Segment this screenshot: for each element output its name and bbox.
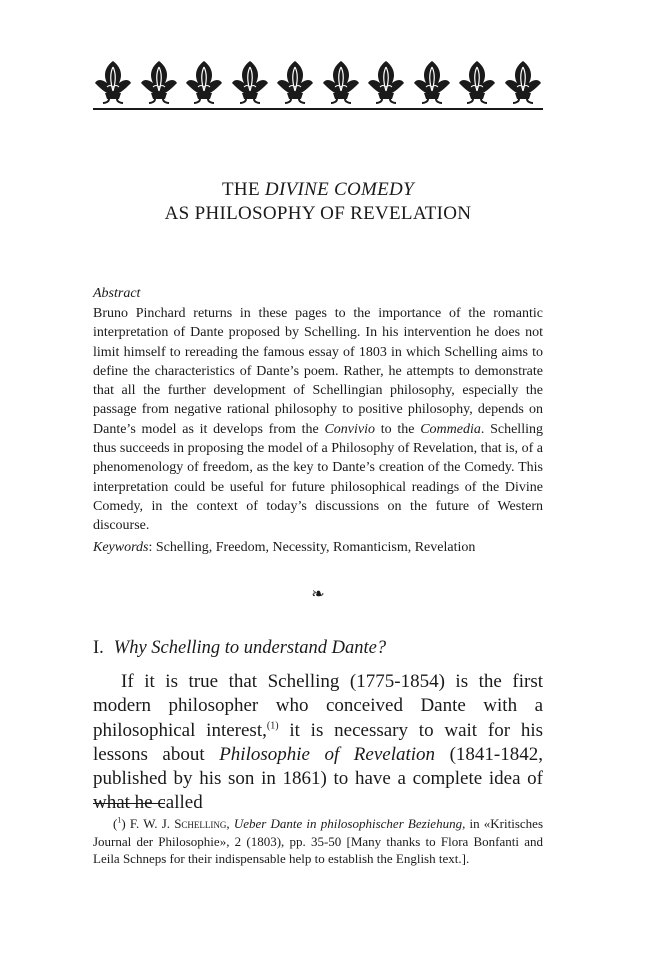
header-ornament-icon — [503, 57, 543, 105]
article-title — [93, 178, 543, 226]
header-ornament-icon — [457, 57, 497, 105]
header-ornament-icon — [230, 57, 270, 105]
fleuron-icon: ❧ — [311, 586, 325, 603]
keywords — [93, 538, 543, 557]
header-ornament-icon — [275, 57, 315, 105]
keywords-list: : Schelling, Freedom, Necessity, Romanticism, Revelation — [148, 540, 476, 555]
header-ornament-icon — [412, 57, 452, 105]
abstract-label: Abstract — [93, 286, 141, 301]
body-text — [93, 670, 543, 816]
footnote-marker: 1 — [117, 815, 122, 825]
header-ornament-icon — [366, 57, 406, 105]
section-heading — [93, 636, 543, 660]
abstract-text: Bruno Pinchard returns in these pages to the importance of the romantic interpretation of Dante proposed by Schelling. In his intervention he does not limit himself to rereading the famous essay of 1803 in which Schelling aims to define the characteristics of Dante’s poem. Rather, he attempts to demonstrate that all the further development of Schellingian philosophy, especially the passage from negative rational philosophy to positive philosophy, depends on Dante’s model as it develops from the Convivio to the Commedia. Schelling thus succeeds in proposing the model of a Philosophy of Revelation, that is, of a phenomenology of freedom, as the key to Dante’s creation of the Comedy. This interpretation could be useful for future philosophical readings of the Divine Comedy, in the context of today’s discussions on the future of Western discourse. — [93, 306, 543, 534]
footnote-text: ($^1$) F. W. J. Schelling, Ueber Dante in philosophischer Beziehung, in «Kritisches Journal der Philosophie», 2 (1803), pp. 35-50 [Many thanks to Flora Bonfanti and Leila Schneps for their indispensable help to establish the English text.]. — [93, 815, 543, 866]
body-italic-title: Philosophie of Revelation — [219, 743, 436, 765]
header-ornament-icon — [139, 57, 179, 105]
keywords-label: Keywords — [93, 540, 149, 555]
title-line-1: THE DIVINE COMEDY — [222, 179, 414, 200]
header-rule — [93, 108, 543, 110]
footnote-rule — [93, 803, 165, 804]
header-ornament-icon — [184, 57, 224, 105]
section-title: Why Schelling to understand Dante? — [113, 638, 387, 658]
title-italic: DIVINE COMEDY — [264, 179, 414, 200]
title-line-2: AS PHILOSOPHY OF REVELATION — [164, 203, 472, 224]
footnote-reference: (1) — [266, 720, 279, 732]
header-ornament-icon — [321, 57, 361, 105]
section-number: I. — [93, 638, 104, 658]
footnote — [93, 815, 543, 868]
header-ornament-row — [93, 55, 543, 105]
body-paragraph: If it is true that Schelling (1775-1854) is the first modern philosopher who conceived Dante with a philosophical interest,$^{(1)}$ it is necessary to wait for his lessons about Philosophie of Revelation (1841-1842, published by his son in 1861) to have a complete idea of what he called — [93, 671, 544, 814]
footnote-work-title: Ueber Dante in philosophischer Beziehung — [233, 816, 463, 831]
header-ornament-icon — [93, 57, 133, 105]
commedia-title: Commedia — [420, 421, 481, 437]
convivio-title: Convivio — [324, 421, 375, 437]
